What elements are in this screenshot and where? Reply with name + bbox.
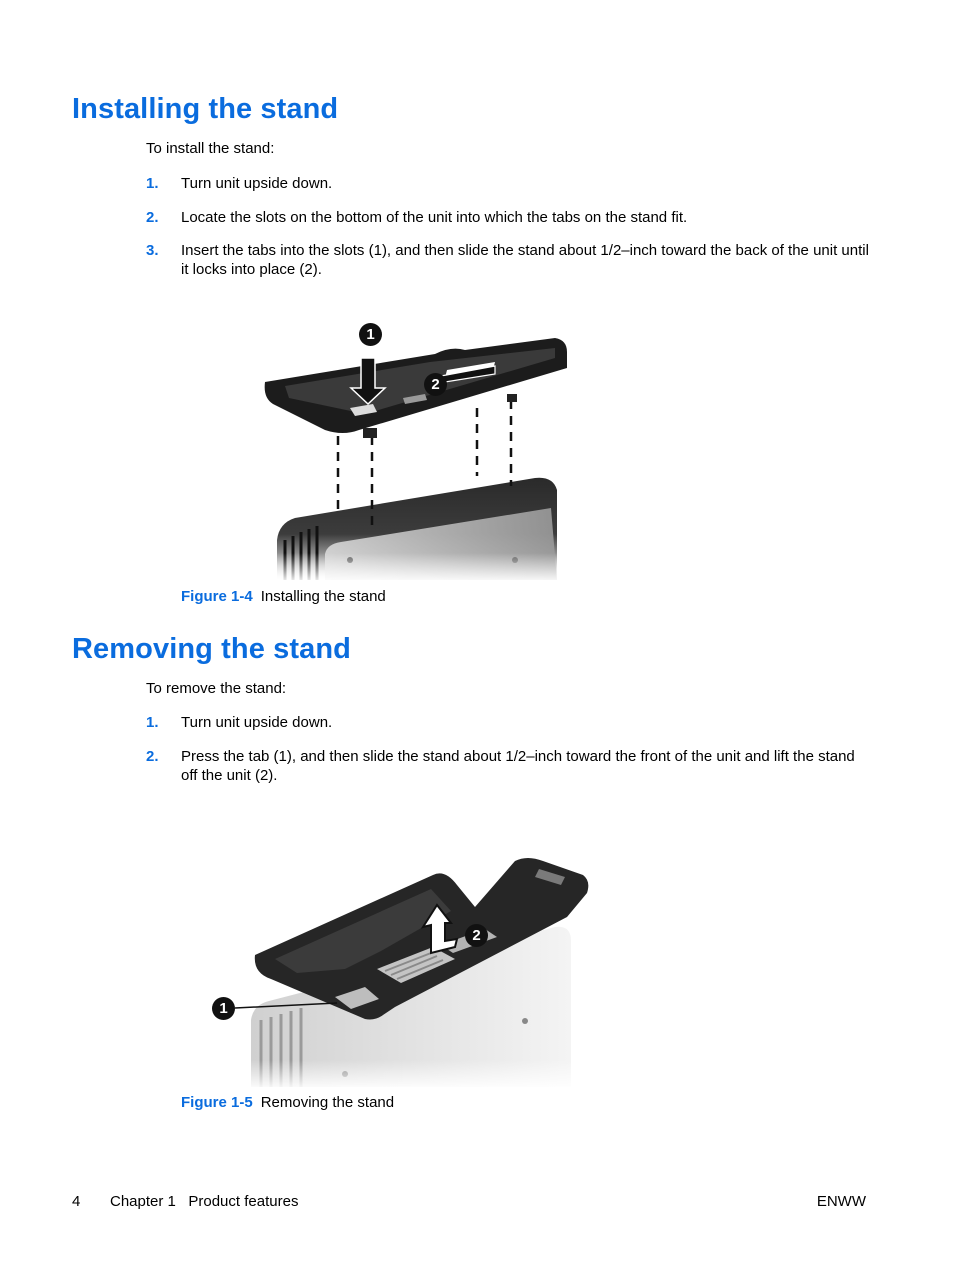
installing-stand-illustration xyxy=(255,318,575,583)
step-number: 3. xyxy=(146,242,159,259)
step-number: 1. xyxy=(146,714,159,731)
figure-caption xyxy=(181,588,386,605)
section-title-removing: Removing the stand xyxy=(72,633,351,665)
removing-stand-illustration xyxy=(205,855,595,1090)
document-code: ENWW xyxy=(816,1193,866,1210)
figure-caption-text: Installing the stand xyxy=(260,588,386,605)
intro-installing: To install the stand: xyxy=(146,140,275,157)
list-item xyxy=(146,174,866,193)
section-title-installing: Installing the stand xyxy=(72,93,339,125)
step-number: 2. xyxy=(146,748,159,765)
figure-caption xyxy=(181,1094,394,1111)
list-item xyxy=(146,208,866,227)
list-item xyxy=(146,241,869,279)
list-item xyxy=(146,713,866,732)
intro-removing: To remove the stand: xyxy=(146,680,287,697)
callout-1: 1 xyxy=(212,997,235,1020)
step-text: Locate the slots on the bottom of the unit into which the tabs on the stand fit. xyxy=(181,209,688,226)
figure-caption-text: Removing the stand xyxy=(260,1094,395,1111)
list-item xyxy=(146,747,866,785)
step-number: 1. xyxy=(146,175,159,192)
chapter-label: Chapter 1 Product features xyxy=(110,1193,299,1210)
step-number: 2. xyxy=(146,209,159,226)
step-text: Turn unit upside down. xyxy=(181,175,333,192)
page-number: 4 xyxy=(72,1193,81,1210)
step-text: Turn unit upside down. xyxy=(181,714,333,731)
figure-label: Figure 1-5 xyxy=(181,1094,253,1111)
callout-2: 2 xyxy=(465,924,488,947)
step-text: Insert the tabs into the slots (1), and then slide the stand about 1/2–inch toward the back of the unit until it locks into place (2). xyxy=(181,242,869,278)
callout-1: 1 xyxy=(359,323,382,346)
step-text: Press the tab (1), and then slide the stand about 1/2–inch toward the front of the unit and lift the stand off the unit (2). xyxy=(181,748,855,784)
figure-label: Figure 1-4 xyxy=(181,588,253,605)
callout-2: 2 xyxy=(424,373,447,396)
